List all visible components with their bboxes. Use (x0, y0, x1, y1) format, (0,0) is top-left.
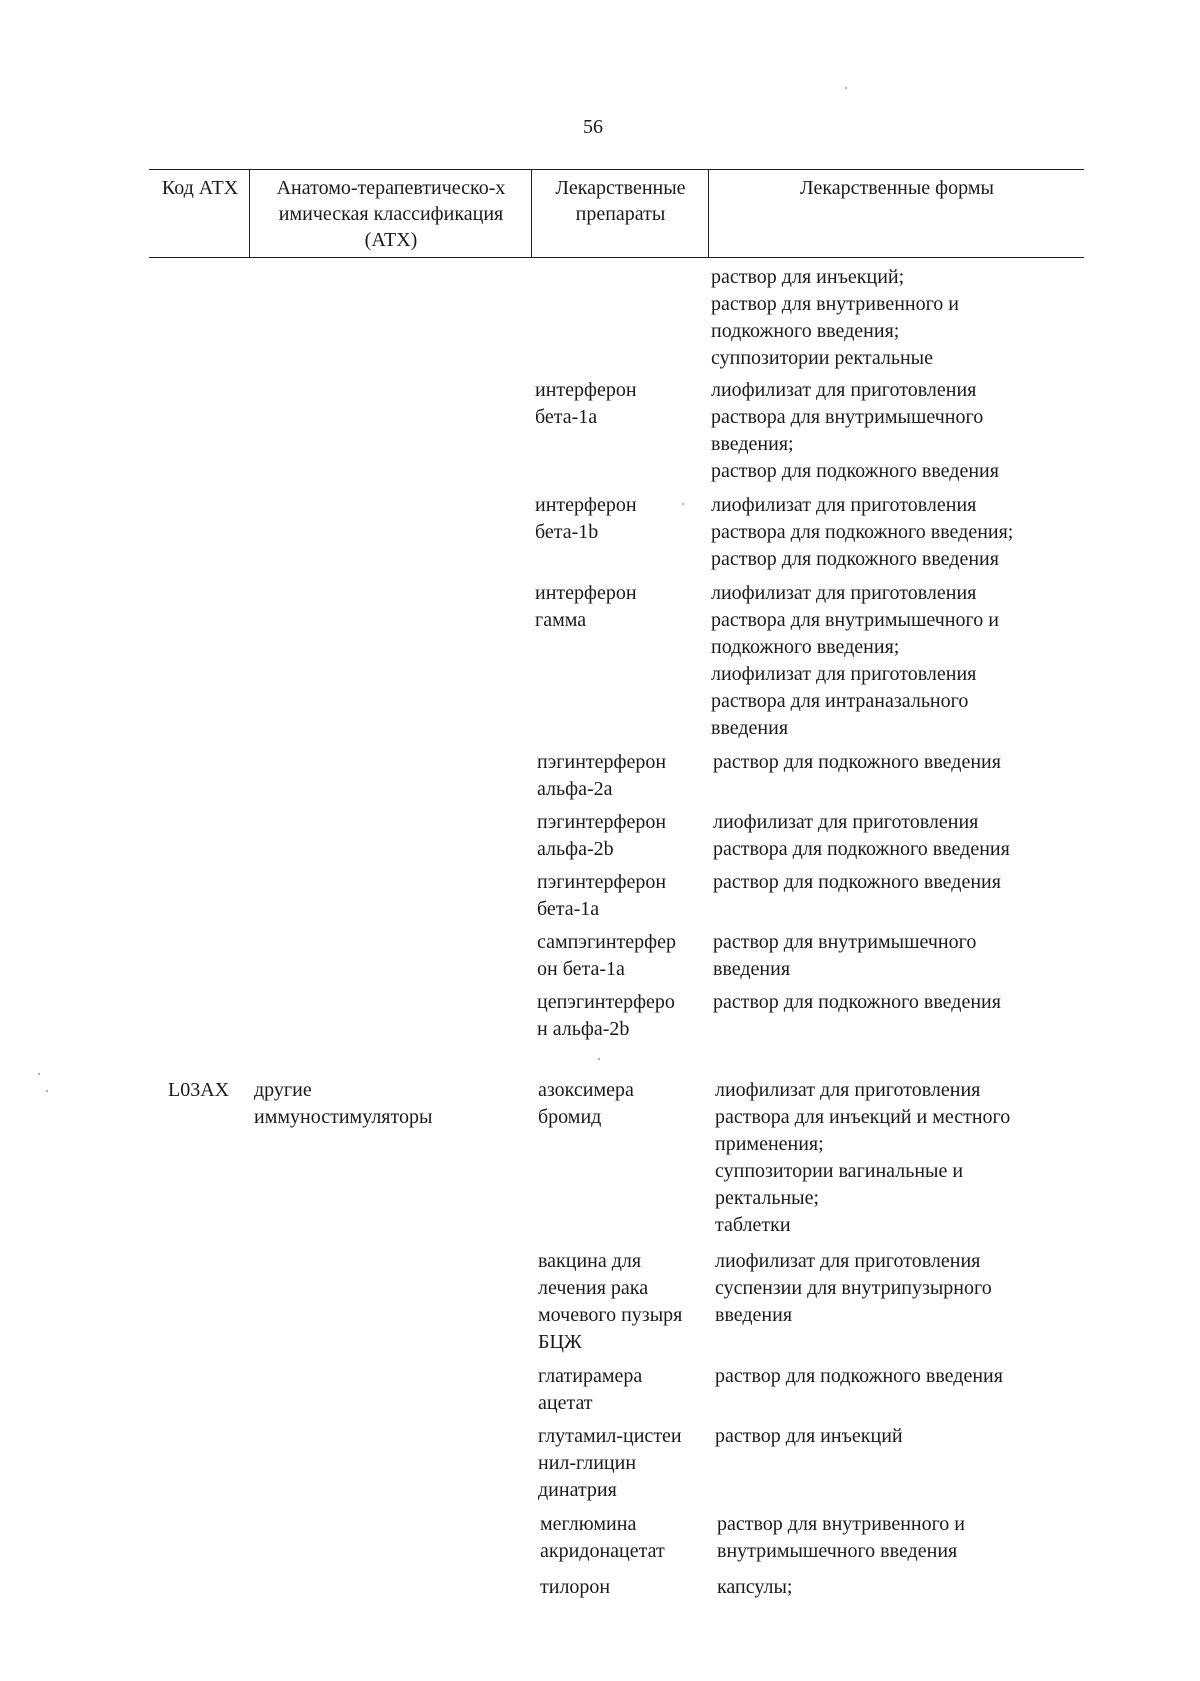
drug-name: интерферон бета-1a (535, 379, 637, 428)
drug-name: пэгинтерферон альфа-2a (537, 751, 667, 800)
dosage-form: лиофилизат для приготовления раствора для инъекций и местного применения; суппозитории вагинальные и ректальные; таблетки (715, 1079, 1011, 1236)
dosage-form: лиофилизат для приготовления раствора для подкожного введения (713, 811, 1010, 860)
dosage-form: раствор для подкожного введения (713, 871, 1001, 893)
dosage-form: лиофилизат для приготовления раствора для внутримышечного и подкожного введения; лиофилизат для приготовления раствора для интраназального введения (711, 582, 999, 739)
dosage-form: лиофилизат для приготовления раствора для внутримышечного введения; раствор для подкожного введения (711, 379, 999, 482)
drug-name: глатирамера ацетат (538, 1365, 643, 1414)
page-number: 56 (583, 116, 603, 138)
drug-name: азоксимера бромид (538, 1079, 634, 1128)
dosage-form: лиофилизат для приготовления раствора для подкожного введения; раствор для подкожного введения (711, 494, 1014, 570)
dosage-form: раствор для подкожного введения (713, 991, 1001, 1013)
scan-speck (598, 1058, 600, 1060)
drug-name: пэгинтерферон альфа-2b (537, 811, 667, 860)
dosage-form: раствор для подкожного введения (713, 751, 1001, 773)
dosage-form: раствор для внутривенного и внутримышечного введения (717, 1513, 966, 1562)
table-header-bottom-rule (149, 257, 1084, 258)
header-atc-code: Код АТХ (161, 177, 239, 199)
atc-classification-cell: другие иммуностимуляторы (254, 1079, 433, 1128)
header-divider-1 (249, 169, 250, 257)
continuation-forms: раствор для инъекций; раствор для внутривенного и подкожного введения; суппозитории ректальные (711, 266, 960, 369)
dosage-form: капсулы; (717, 1576, 793, 1598)
dosage-form: раствор для инъекций (715, 1425, 903, 1447)
dosage-form: лиофилизат для приготовления суспензии для внутрипузырного введения (715, 1250, 992, 1326)
header-atc-classification: Анатомо-терапевтическо-х имическая классификация (АТХ) (276, 177, 506, 251)
header-dosage-forms: Лекарственные формы (800, 177, 994, 199)
scan-speck (38, 1073, 40, 1075)
drug-name: цепэгинтерферо н альфа-2b (537, 991, 675, 1040)
drug-name: интерферон бета-1b (535, 494, 637, 543)
dosage-form: раствор для внутримышечного введения (713, 931, 977, 980)
drug-name: меглюмина акридонацетат (540, 1513, 665, 1562)
header-divider-3 (708, 169, 709, 257)
dosage-form: раствор для подкожного введения (715, 1365, 1003, 1387)
header-drugs: Лекарственные препараты (555, 177, 686, 225)
scan-speck (46, 1090, 48, 1092)
table-top-rule (149, 169, 1084, 170)
drug-name: вакцина для лечения рака мочевого пузыря БЦЖ (538, 1250, 683, 1353)
scan-speck (682, 503, 684, 505)
drug-name: сампэгинтерфер он бета-1a (537, 931, 677, 980)
drug-name: пэгинтерферон бета-1a (537, 871, 667, 920)
header-divider-2 (531, 169, 532, 257)
drug-name: глутамил-цистеи нил-глицин динатрия (538, 1425, 682, 1501)
atc-code-cell: L03AX (168, 1079, 230, 1101)
scan-speck (845, 87, 847, 89)
drug-name: интерферон гамма (535, 582, 637, 631)
drug-name: тилорон (540, 1576, 611, 1598)
